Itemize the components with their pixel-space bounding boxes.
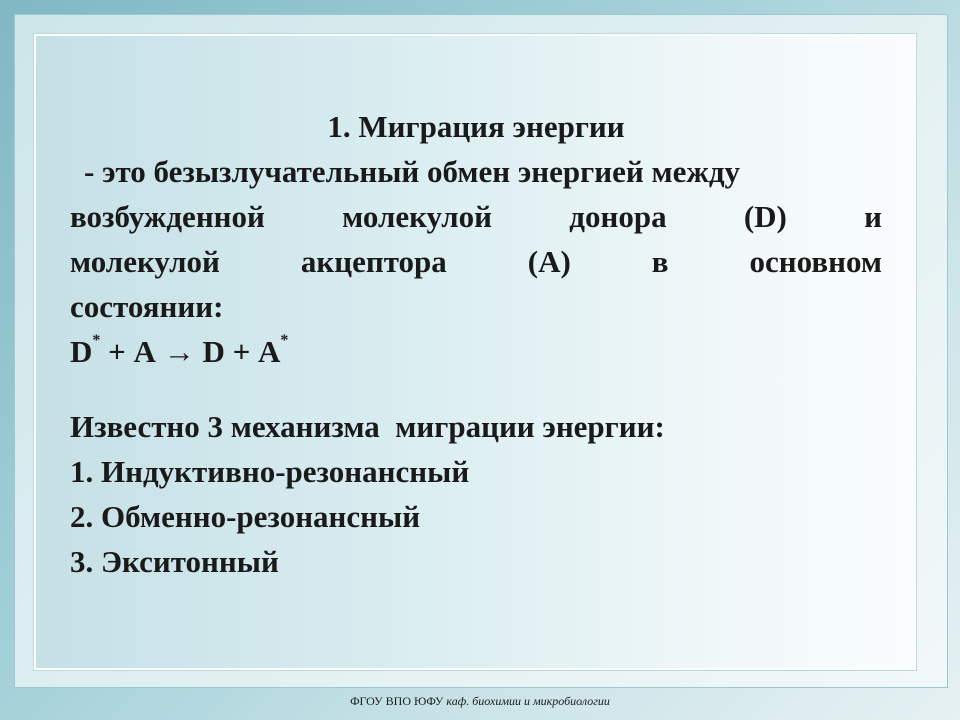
mechanisms-title: Известно 3 механизма миграции энергии: <box>70 409 665 444</box>
equation <box>70 329 882 374</box>
slide-heading: 1. Миграция энергии <box>327 109 625 144</box>
mechanism-item-3: 3. Экситонный <box>70 544 279 579</box>
equation-excited-mark: * <box>92 332 101 349</box>
definition-line-4: состоянии: <box>70 289 224 324</box>
slide-content <box>70 104 882 584</box>
equation-body: + А → D + А <box>100 334 281 369</box>
equation-excited-mark-2: * <box>280 332 289 349</box>
equation-donor: D <box>70 334 93 369</box>
definition-line-2: возбужденной молекулой донора (D) и <box>70 199 882 234</box>
definition-line-1: - это безызлучательный обмен энергией между <box>84 154 740 189</box>
footer-dept: каф. биохимии и микробиологии <box>443 694 610 708</box>
mechanism-item-1: 1. Индуктивно-резонансный <box>70 454 470 489</box>
footer-org: ФГОУ ВПО ЮФУ <box>350 694 444 708</box>
definition-line-3: молекулой акцептора (А) в основном <box>70 244 882 279</box>
spacer <box>70 374 882 404</box>
mechanism-item-2: 2. Обменно-резонансный <box>70 499 421 534</box>
footer <box>0 694 960 709</box>
